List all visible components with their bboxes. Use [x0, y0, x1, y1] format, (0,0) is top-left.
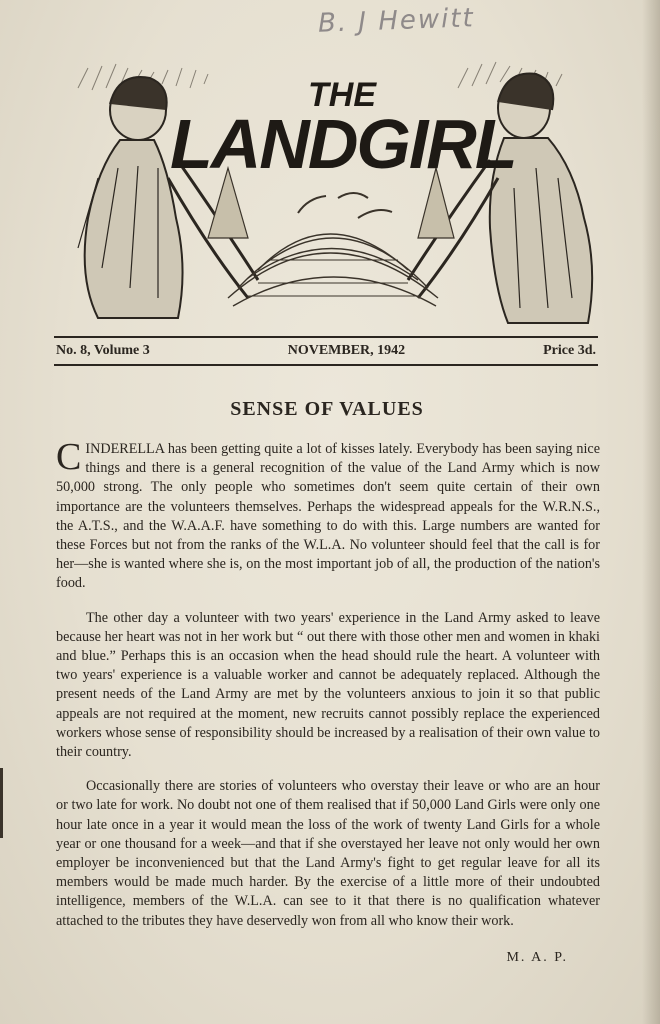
page-edge-shadow: [642, 0, 660, 1024]
wheat-sheaf: [228, 193, 438, 306]
masthead-illustration: [58, 48, 604, 336]
article-paragraph: Occasionally there are stories of volunteers who overstay their leave or who are an hour or two late for work. No doubt not one of them realised that if 50,000 Land Girls were only one hour late once in a year it would mean the loss of the work of twenty Land Girls for a whole year or one thousand for a week—and that if she overstayed her leave not only would her own employer be inconvenienced but that the Land Army's fight to get regular leave for all its members would be made much harder. By the exercise of a little more of their undoubted intelligence, members of the W.L.A. can see to it that there is no qualification whatever attached to the tributes they have deservedly won from all who know their work.: [56, 778, 600, 929]
article-paragraph: [56, 436, 600, 594]
paragraph-text: INDERELLA has been getting quite a lot of kisses lately. Everybody has been saying nice things and there is a general recognition of the value of the Land Army which is now 50,000 strong. The only people who sometimes don't seem quite certain of their own importance are the volunteers themselves. Perhaps the widespread appeals for the W.R.N.S., the A.T.S., and the W.A.A.F. have something to do with this. Large numbers are wanted for these Forces but not from the ranks of the W.L.A. No volunteer should feel that the call is for her—she is wanted where she is, on the most important job of all, the production of the nation's food.: [56, 441, 600, 592]
binding-mark: [0, 768, 3, 838]
masthead-title-the: THE: [308, 76, 376, 114]
article-headline: SENSE OF VALUES: [230, 398, 424, 420]
issue-info-bar: [54, 336, 598, 366]
article-signature: M. A. P.: [506, 950, 568, 965]
issue-date: NOVEMBER, 1942: [287, 343, 406, 358]
masthead-drawing: [58, 48, 604, 336]
masthead-title-landgirl: LANDGIRL: [170, 105, 516, 183]
drop-cap: C: [56, 436, 82, 478]
issue-price: Price 3d.: [543, 343, 596, 358]
owner-inscription: B. J Hewitt: [317, 3, 476, 39]
issue-number: No. 8, Volume 3: [56, 343, 150, 358]
article-body: [56, 436, 600, 946]
article-paragraph: The other day a volunteer with two years' experience in the Land Army asked to leave because her heart was not in her work but “ out there with those other men and women in khaki and blue.” Perhaps this is an occasion when the head should rule the heart. A volunteer with two years' experience is a valuable worker and cannot be adequately replaced. Although the present needs of the Land Army are met by the volunteers anxious to join it so that public appeals are not required at the moment, new recruits cannot possibly replace the experienced workers whose sense of responsibility should be increased by a realisation of their own value to their country.: [56, 609, 600, 761]
